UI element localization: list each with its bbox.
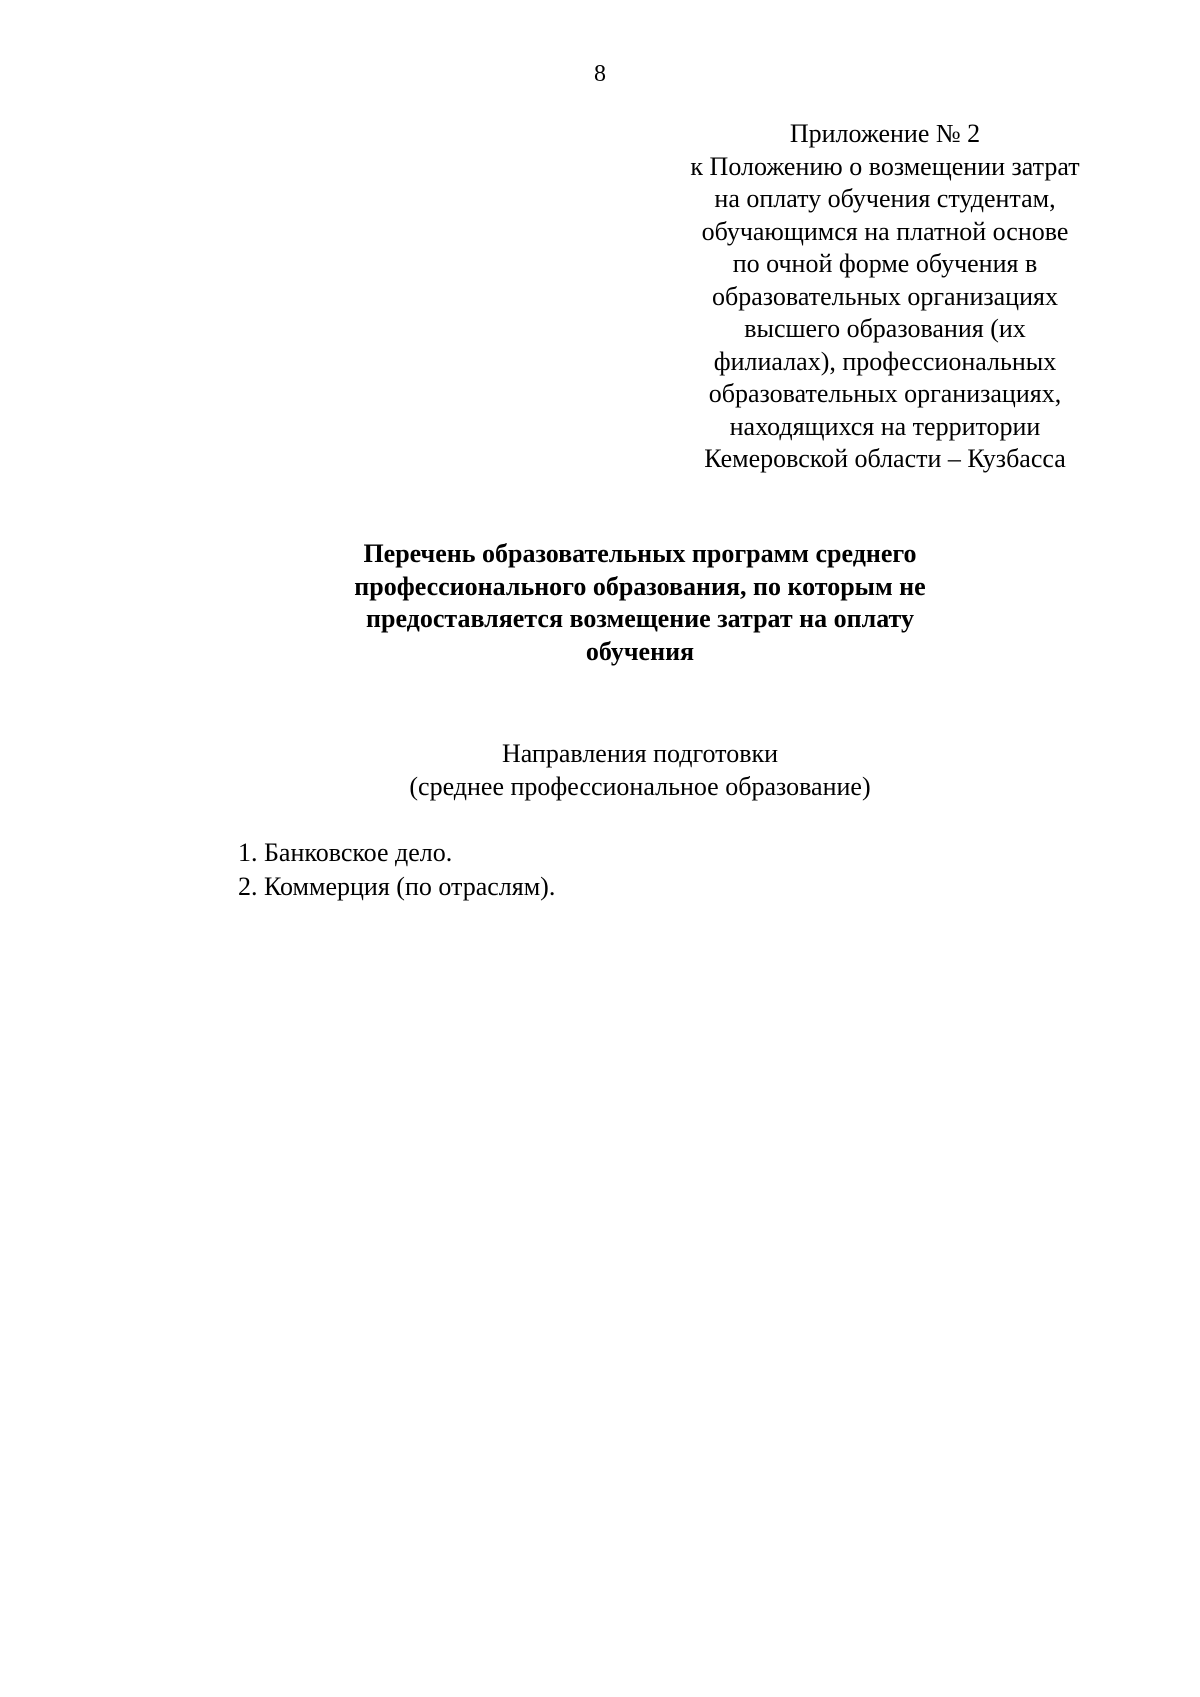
appendix-line: образовательных организациях bbox=[712, 281, 1058, 311]
program-list bbox=[238, 836, 938, 904]
appendix-line: Приложение № 2 bbox=[789, 119, 981, 148]
title-line: профессионального образования, по которым не bbox=[354, 571, 926, 601]
section-heading bbox=[340, 738, 940, 803]
appendix-line: образовательных организациях, bbox=[708, 379, 1062, 408]
appendix-line: по очной форме обучения в bbox=[732, 249, 1038, 278]
appendix-line: на оплату обучения студентам, bbox=[714, 184, 1056, 213]
title-line: обучения bbox=[585, 636, 695, 666]
appendix-line: высшего образования (их bbox=[744, 314, 1026, 343]
page-number: 8 bbox=[594, 61, 606, 87]
document-title bbox=[240, 538, 1040, 668]
section-heading-title: Направления подготовки bbox=[501, 739, 779, 768]
title-line: Перечень образовательных программ среднего bbox=[363, 539, 917, 568]
title-line: предоставляется возмещение затрат на оплату bbox=[366, 604, 914, 633]
appendix-line: Кемеровской области – Кузбасса bbox=[704, 444, 1066, 473]
appendix-line: филиалах), профессиональных bbox=[713, 346, 1057, 376]
list-item: 2. Коммерция (по отраслям). bbox=[238, 872, 556, 901]
appendix-header bbox=[660, 118, 1110, 476]
section-heading-subtitle: (среднее профессиональное образование) bbox=[409, 771, 871, 801]
appendix-line: к Положению о возмещении затрат bbox=[690, 151, 1080, 181]
list-item: 1. Банковское дело. bbox=[238, 838, 453, 867]
appendix-line: находящихся на территории bbox=[729, 411, 1041, 441]
appendix-line: обучающимся на платной основе bbox=[701, 216, 1069, 246]
